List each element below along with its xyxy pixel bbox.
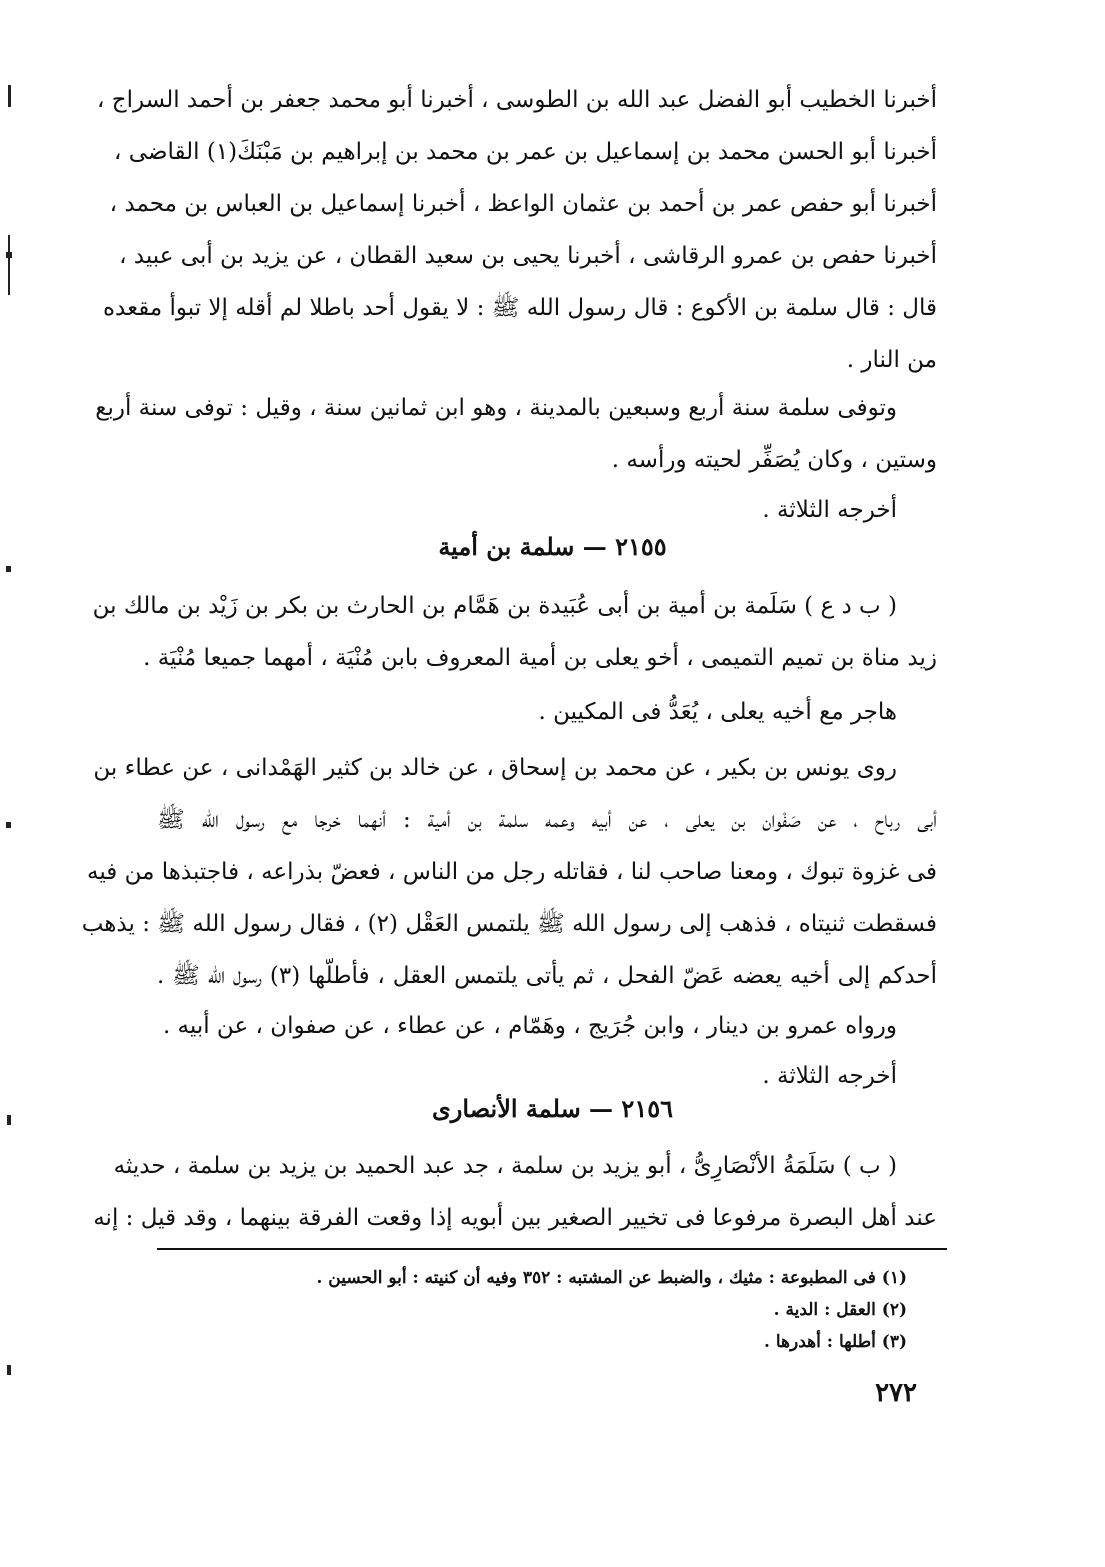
entry-heading-2156: ٢١٥٦ — سلمة الأنصارى (432, 1094, 673, 1123)
text-line: من النار . (846, 347, 937, 373)
text-line: فى غزوة تبوك ، ومعنا صاحب لنا ، فقاتله رجل من الناس ، فعضّ بذراعه ، فاجتبذها من فيه (87, 859, 937, 885)
footnote-divider (157, 1248, 947, 1250)
footnote: (٣) أطلها : أهدرها . (764, 1332, 907, 1352)
footnote: (٢) العقل : الدية . (773, 1300, 907, 1320)
footnote: (١) فى المطبوعة : مثيك ، والضبط عن المشتبه : ٣٥٢ وفيه أن كنيته : أبو الحسين . (316, 1268, 907, 1288)
text-line: وتوفى سلمة سنة أربع وسبعين بالمدينة ، وهو ابن ثمانين سنة ، وقيل : توفى سنة أربع (95, 395, 897, 421)
page-number: ٢٧٢ (875, 1378, 917, 1408)
text-line: ورواه عمرو بن دينار ، وابن جُرَيج ، وهَمّام ، عن عطاء ، عن صفوان ، عن أبيه . (162, 1013, 897, 1039)
text-line: أخبرنا أبو الحسن محمد بن إسماعيل بن عمر بن محمد بن إبراهيم بن مَبْنَكَ(١) القاضى ، (114, 139, 937, 165)
entry-2155-other-narration (157, 1000, 937, 1052)
text-line: أخبرنا حفص بن عمرو الرقاشى ، أخبرنا يحيى بن سعيد القطان ، عن يزيد بن أبى عبيد ، (119, 243, 937, 269)
text-line: عند أهل البصرة مرفوعا فى تخيير الصغير بين أبويه إذا وقعت الفرقة بينهما ، وقد قيل : إنه (93, 1205, 937, 1231)
text-line: ( ب ) سَلَمَةُ الأنْصَارِىُّ ، أبو يزيد بن سلمة ، جد عبد الحميد بن يزيد بن سلمة ، حديثه (113, 1153, 897, 1179)
entry-2156-intro (93, 1140, 937, 1244)
isnad-paragraph (97, 74, 937, 386)
text-line: روى يونس بن بكير ، عن محمد بن إسحاق ، عن خالد بن كثير الهَمْدانى ، عن عطاء بن (93, 755, 897, 781)
scan-edge-mark (7, 1365, 11, 1375)
text-line: وستين ، وكان يُصَفِّر لحيته ورأسه . (611, 447, 937, 473)
text-line: أحدكم إلى أخيه يعضه عَضّ الفحل ، ثم يأتى يلتمس العقل ، فأطلّها (٣) رسول الله ﷺ . (157, 963, 937, 989)
text-line: أخرجه الثلاثة . (762, 1063, 897, 1089)
text-line: فسقطت ثنيتاه ، فذهب إلى رسول الله ﷺ يلتمس العَقْل (٢) ، فقال رسول الله ﷺ : يذهب (81, 911, 937, 937)
text-line: قال : قال سلمة بن الأكوع : قال رسول الله ﷺ : لا يقول أحد باطلا لم أقله إلا تبوأ مقعده (103, 295, 937, 321)
death-paragraph (95, 382, 937, 486)
text-line: ( ب د ع ) سَلَمة بن أمية بن أبى عُبَيدة بن هَمَّام بن الحارث بن بكر بن زَيْد بن مالك بن (92, 593, 897, 619)
text-line: أخبرنا أبو حفص عمر بن أحمد بن عثمان الواعظ ، أخبرنا إسماعيل بن العباس بن محمد ، (109, 191, 937, 217)
text-line: هاجر مع أخيه يعلى ، يُعَدُّ فى المكيين . (538, 699, 897, 725)
scan-edge-mark (8, 235, 10, 295)
scan-edge-mark (6, 566, 11, 572)
footnotes (307, 1262, 907, 1358)
text-line: أخرجه الثلاثة . (762, 497, 897, 523)
scan-edge-mark (6, 822, 11, 828)
scan-edge-mark (8, 85, 11, 107)
entry-heading-2155: ٢١٥٥ — سلمة بن أمية (438, 532, 667, 561)
text-line: أخبرنا الخطيب أبو الفضل عبد الله بن الطوسى ، أخبرنا أبو محمد جعفر بن أحمد السراج ، (97, 87, 937, 113)
entry-2155-intro (92, 580, 937, 684)
text-line: زيد مناة بن تميم التميمى ، أخو يعلى بن أمية المعروف بابن مُنْيَة ، أمهما جميعا مُنْيَة . (143, 645, 937, 671)
entry-2155-hadith (81, 742, 937, 1002)
entry-2155-migration (157, 686, 937, 738)
source-note (157, 484, 937, 536)
scan-edge-mark (6, 252, 12, 258)
text-line: أبى رباح ، عن صَفْوان بن يعلى ، عن أبيه وعمه سلمة بن أمية : أنهما خرجا مع رسول الله ﷺ (157, 807, 937, 833)
